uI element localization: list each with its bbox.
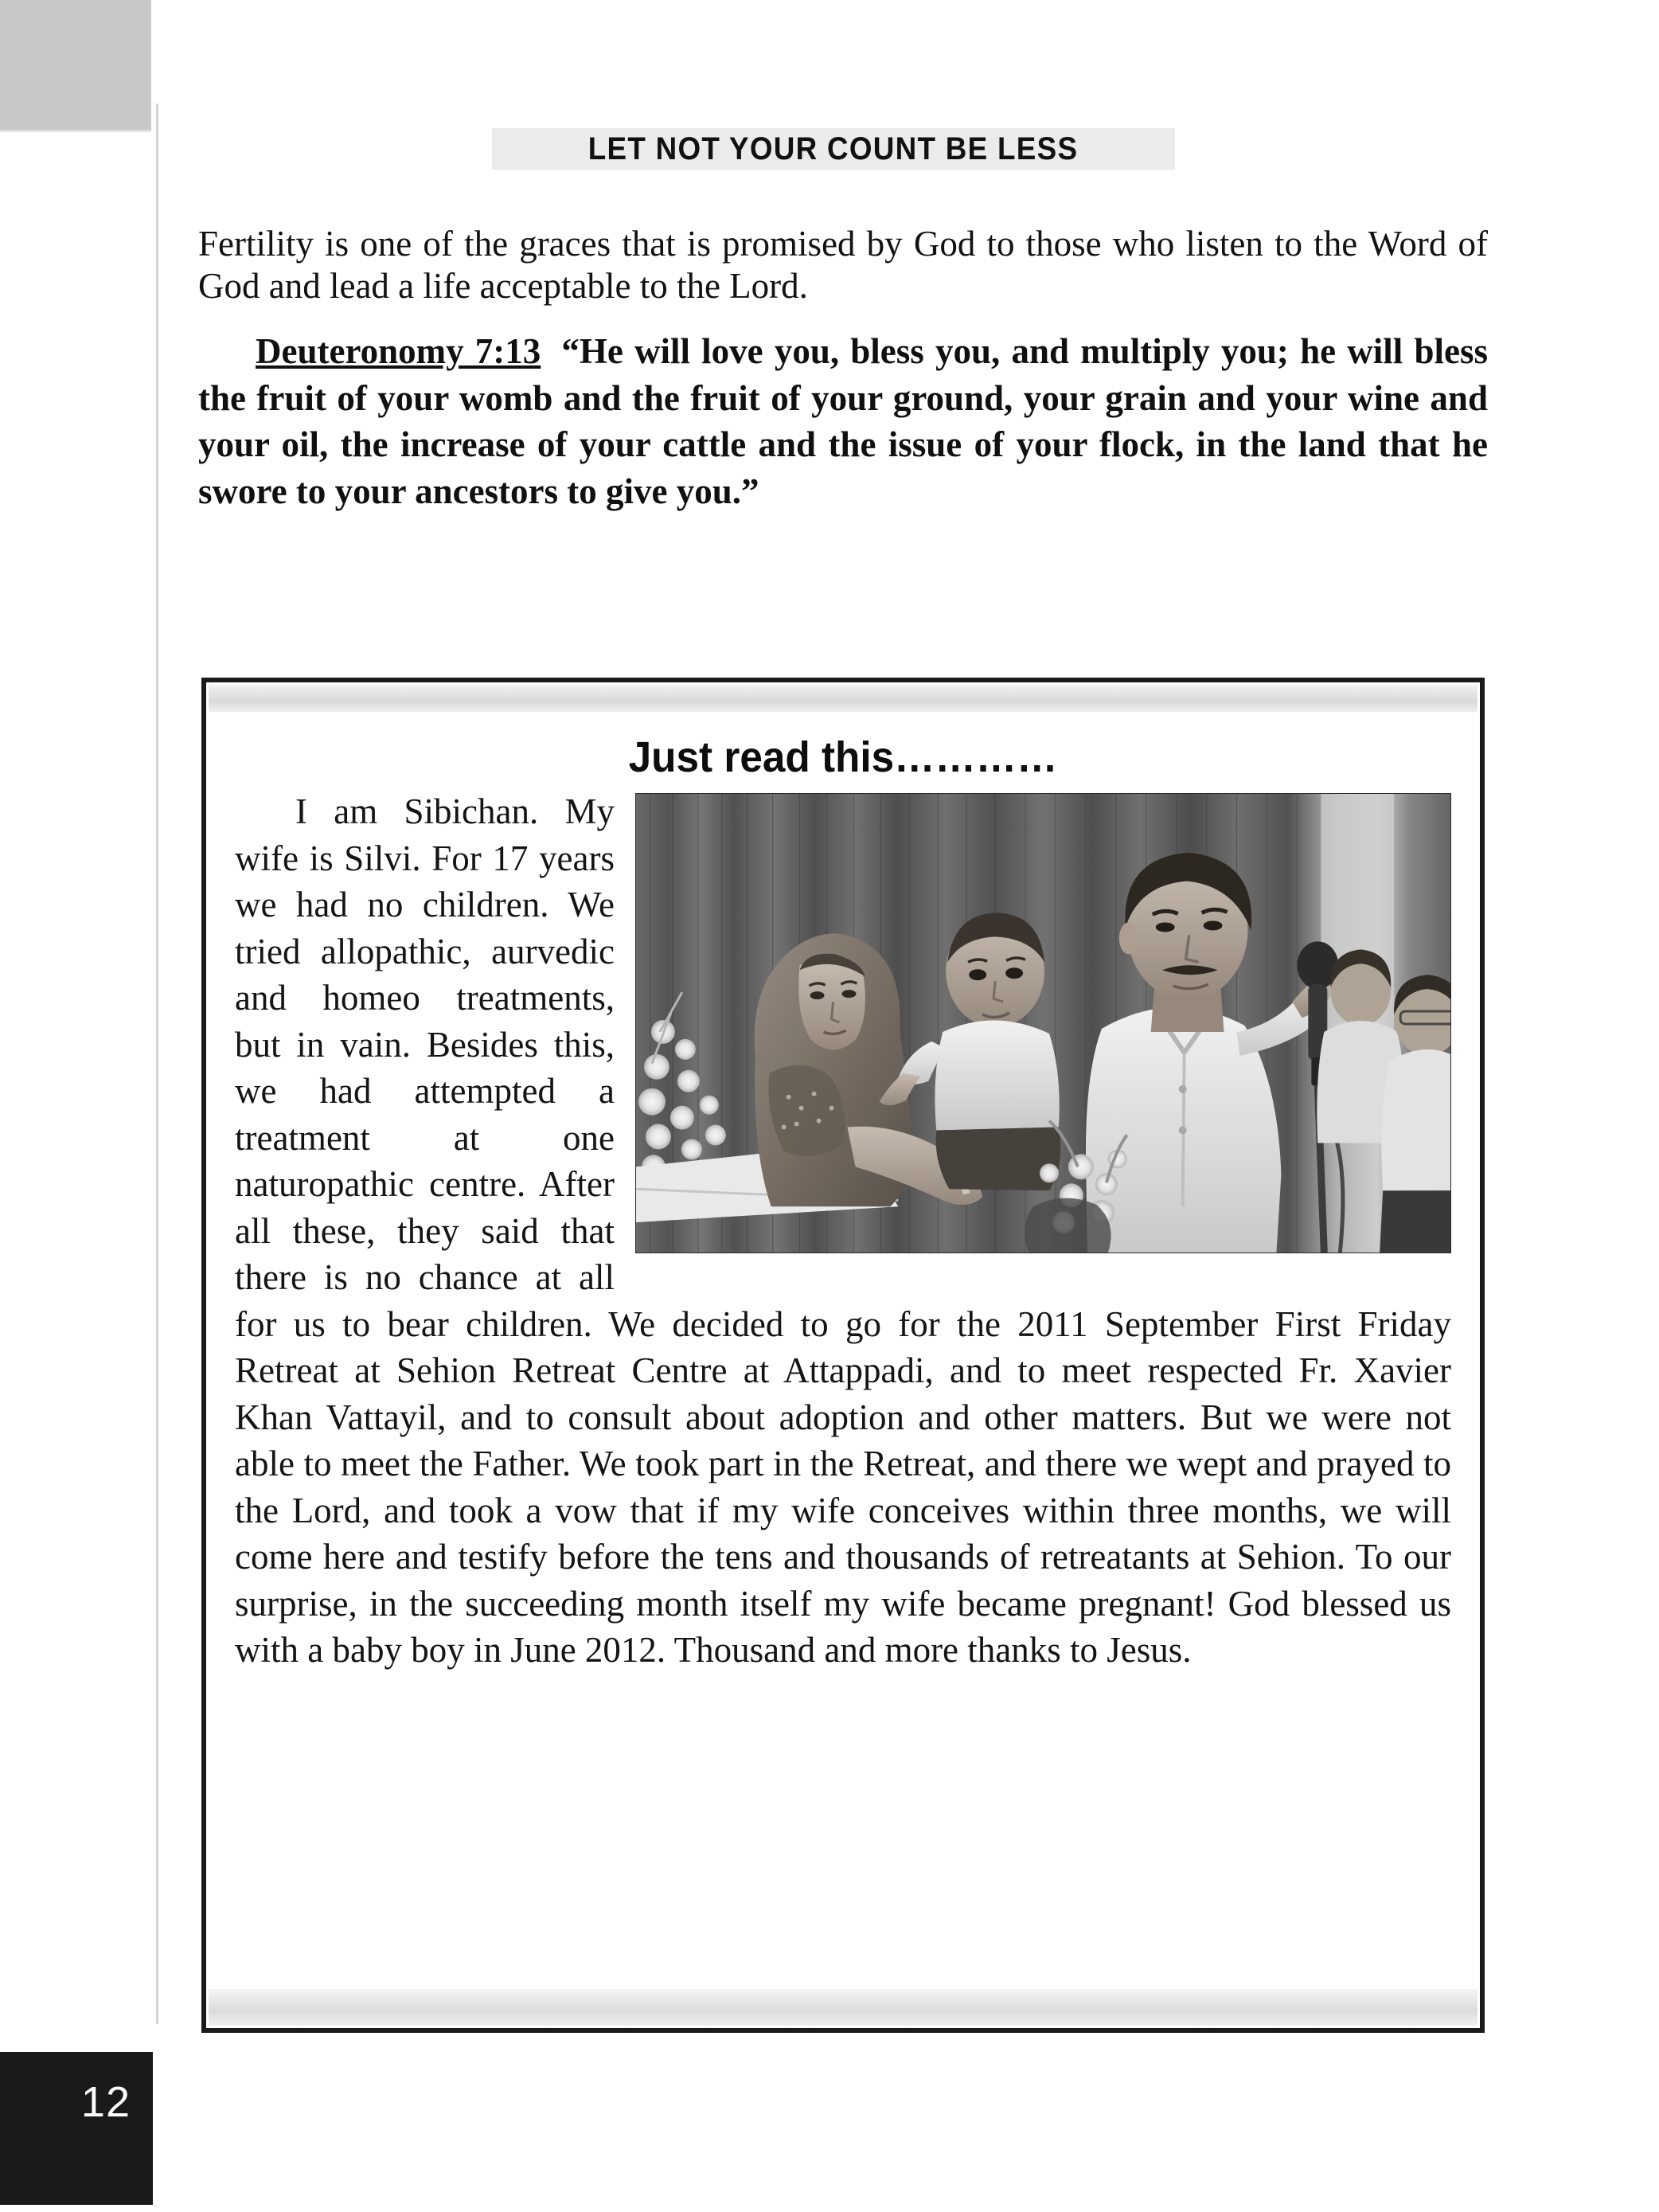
scripture-text: “He will love you, bless you, and multiply you; he will bless the fruit of your womb and the fruit of your ground, your grain and your wine and your oil, the increase of your cattle and the issue of your flock, in the land that he swore to your ancestors to give you.” <box>198 331 1488 511</box>
page-number-block <box>0 2052 153 2205</box>
running-head-band <box>492 128 1175 170</box>
testimony-title: Just read this………… <box>628 733 1058 781</box>
scripture-quote <box>198 328 1488 514</box>
testimony-photo-image <box>636 794 1450 1253</box>
spine-rule <box>156 104 158 2024</box>
running-head-title: LET NOT YOUR COUNT BE LESS <box>588 131 1079 166</box>
testimony-photo <box>635 793 1451 1253</box>
page-number: 12 <box>80 2078 131 2126</box>
page-content <box>198 223 1488 514</box>
testimony-paragraph: I am Sibichan. My wife is Silvi. For 17 years we had no children. We tried allopathic, aurvedic and homeo treatments, but in vain. Besides this, we had attempted a treatment at one naturopathic centre. After all these, they said that there is no chance at all for us to bear children. We decided to go for the 2011 September First Friday Retreat at Sehion Retreat Centre at Attappadi, and to meet respected Fr. Xavier Khan Vattayil, and to consult about adoption and other matters. But we were not able to meet the Father. We took part in the Retreat, and there we wept and prayed to the Lord, and took a vow that if my wife conceives within three months, we will come here and testify before the tens and thousands of retreatants at Sehion. To our surprise, in the succeeding month itself my wife became pregnant! God blessed us with a baby boy in June 2012. Thousand and more thanks to Jesus. <box>235 791 1451 1670</box>
testimony-box-bottom-band <box>209 1989 1477 2026</box>
testimony-box-top-band <box>209 685 1477 712</box>
testimony-box <box>201 678 1485 2033</box>
corner-decoration-block <box>0 0 151 132</box>
scripture-reference: Deuteronomy 7:13 <box>256 331 541 372</box>
testimony-body <box>235 788 1451 1674</box>
intro-paragraph: Fertility is one of the graces that is promised by God to those who listen to the Word of God and lead a life acceptable to the Lord. <box>198 224 1488 307</box>
testimony-box-inner <box>206 712 1480 1674</box>
